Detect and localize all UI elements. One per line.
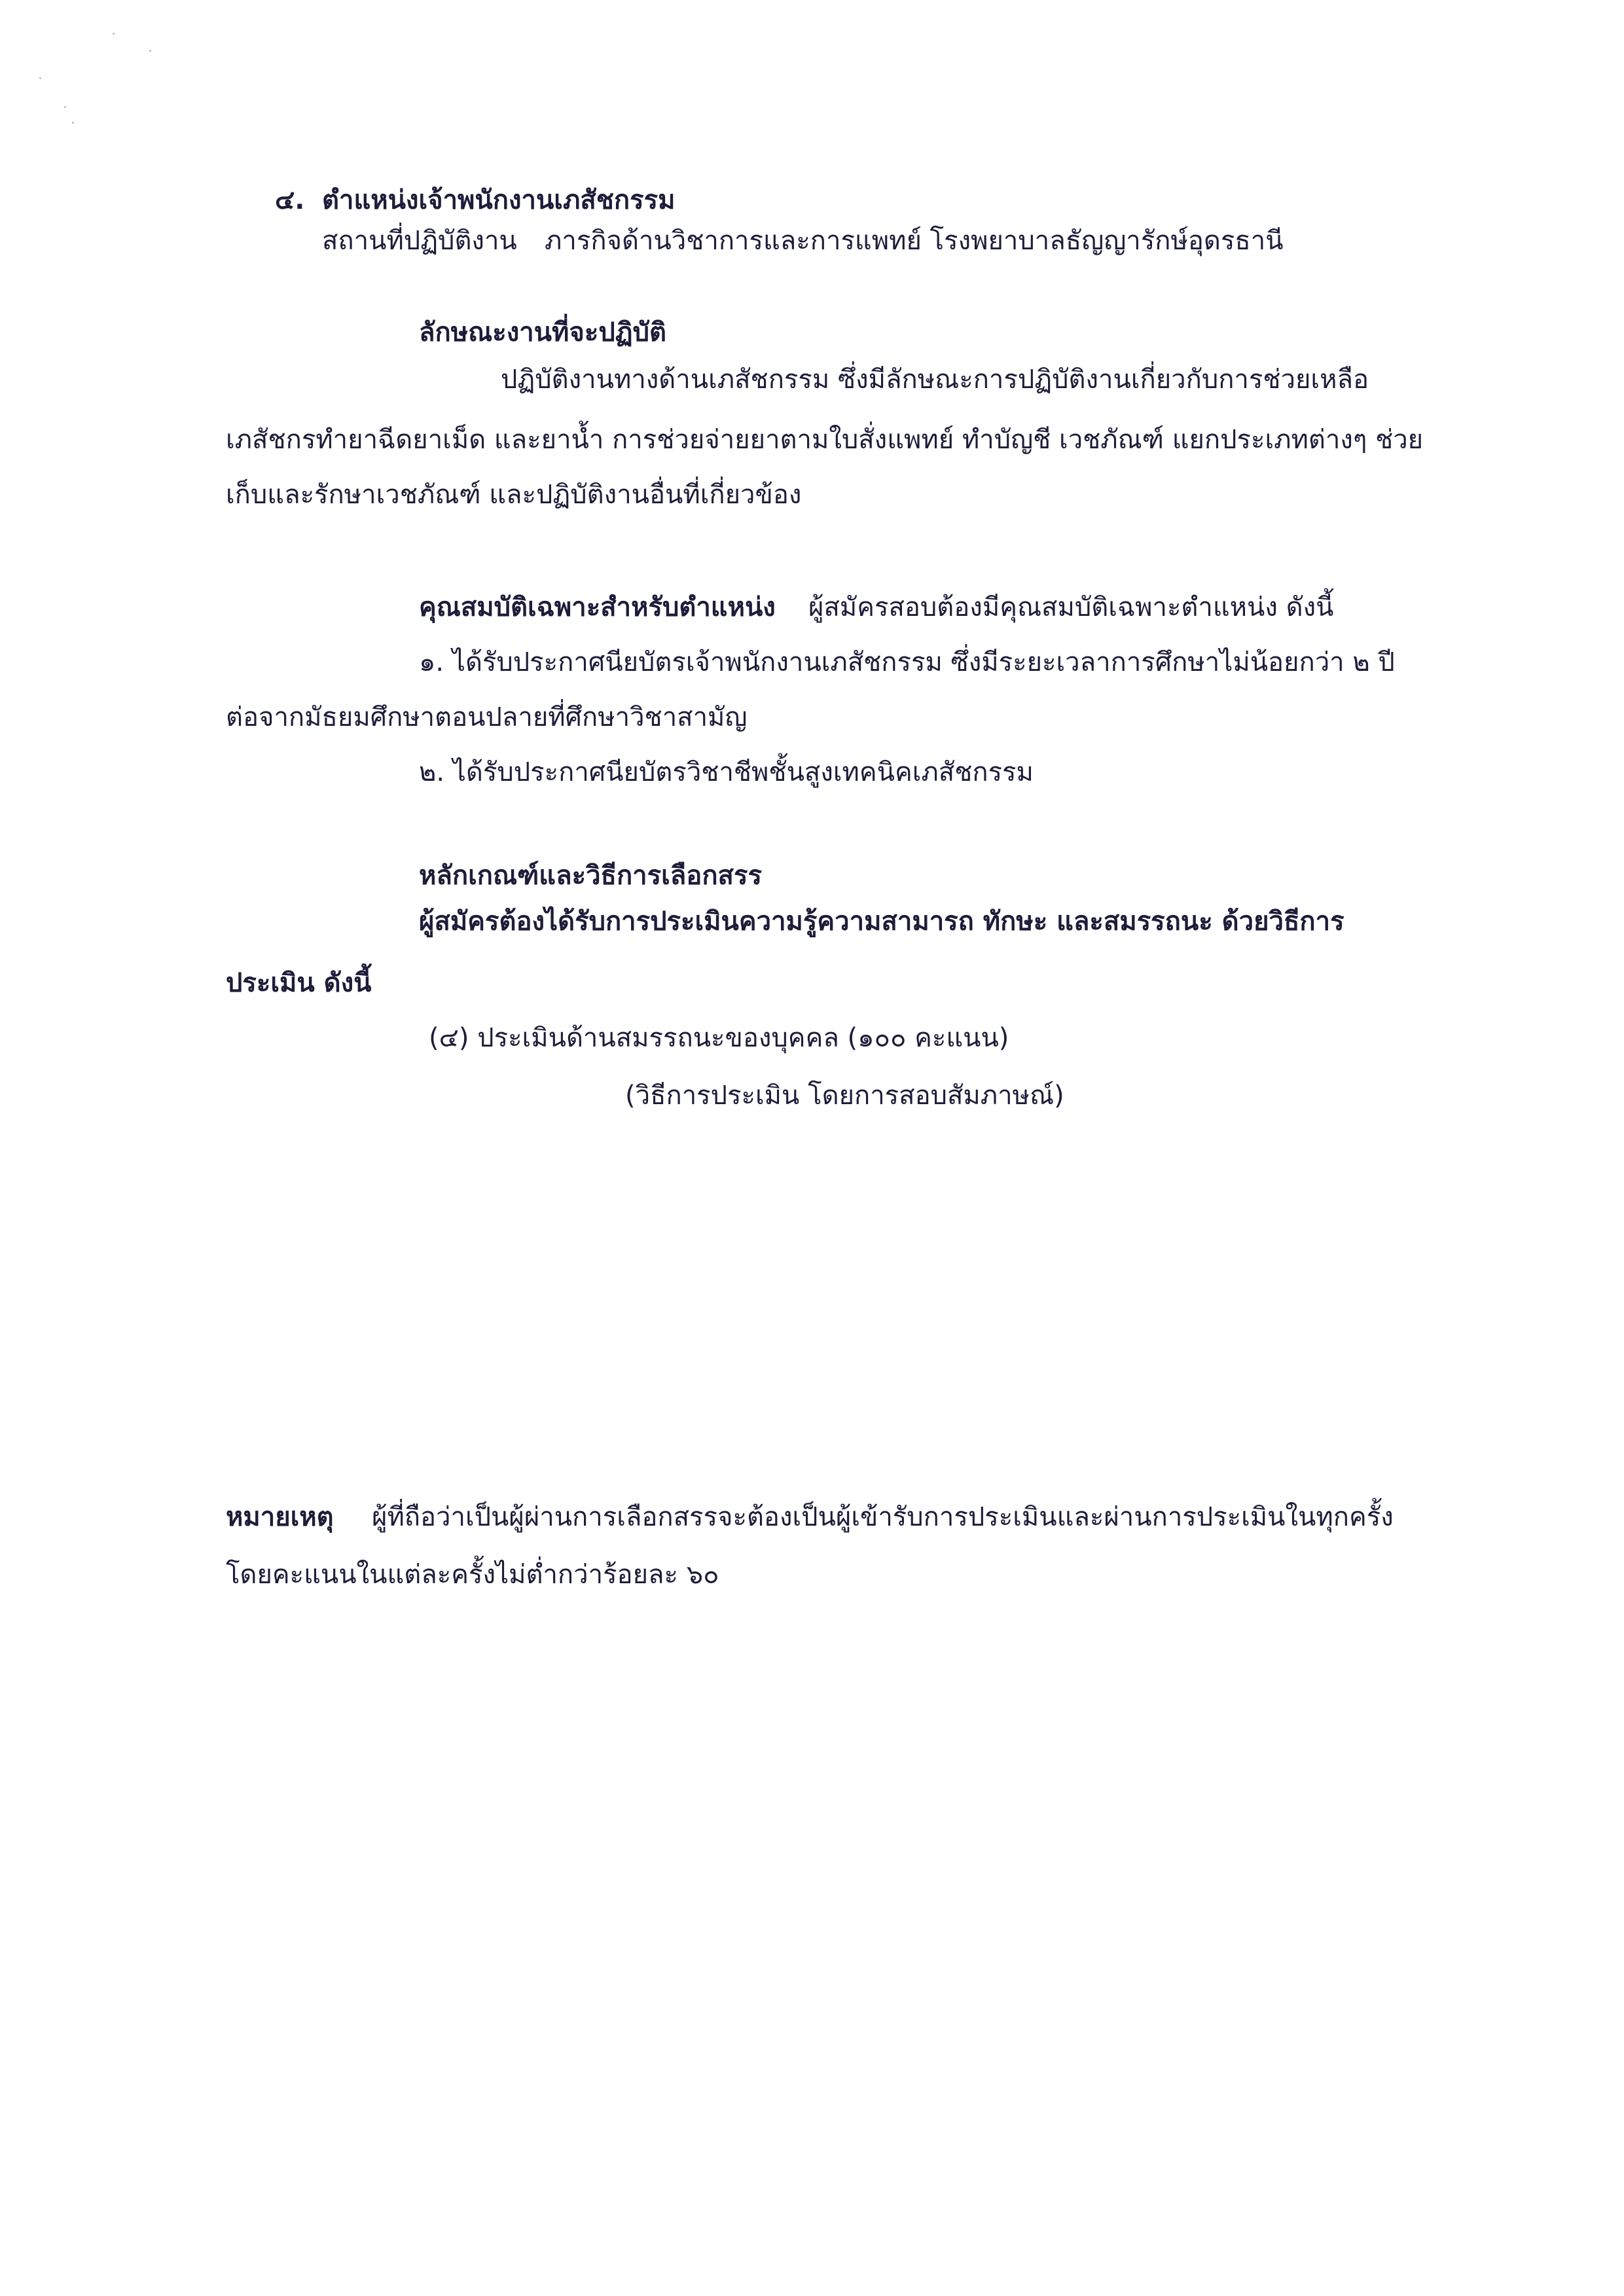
- workplace-label: สถานที่ปฏิบัติงาน: [322, 226, 517, 256]
- duties-heading: ลักษณะงานที่จะปฏิบัติ: [419, 317, 666, 348]
- duties-line: ปฏิบัติงานทางด้านเภสัชกรรม ซึ่งมีลักษณะการปฏิบัติงานเกี่ยวกับการช่วยเหลือ: [501, 365, 1369, 395]
- note-line-2: โดยคะแนนในแต่ละครั้งไม่ต่ำกว่าร้อยละ ๖๐: [226, 1560, 719, 1590]
- section-title: ตำแหน่งเจ้าพนักงานเภสัชกรรม: [322, 185, 676, 215]
- scan-speck: [64, 106, 66, 108]
- selection-line-2: ประเมิน ดังนี้: [226, 968, 372, 998]
- selection-heading: หลักเกณฑ์และวิธีการเลือกสรร: [419, 861, 762, 891]
- selection-method: (วิธีการประเมิน โดยการสอบสัมภาษณ์): [625, 1081, 1064, 1111]
- qualification-item-1: ๑. ได้รับประกาศนียบัตรเจ้าพนักงานเภสัชกรรม ซึ่งมีระยะเวลาการศึกษาไม่น้อยกว่า ๒ ปี: [419, 647, 1395, 677]
- scan-speck: [39, 77, 41, 79]
- qualifications-intro: ผู้สมัครสอบต้องมีคุณสมบัติเฉพาะตำแหน่ง ดังนี้: [808, 592, 1334, 622]
- selection-line-1: ผู้สมัครต้องได้รับการประเมินความรู้ความสามารถ ทักษะ และสมรรถนะ ด้วยวิธีการ: [419, 906, 1344, 937]
- note-label: หมายเหตุ: [226, 1502, 334, 1532]
- note-line-1: ผู้ที่ถือว่าเป็นผู้ผ่านการเลือกสรรจะต้องเป็นผู้เข้ารับการประเมินและผ่านการประเมินในทุกครั้ง: [372, 1502, 1394, 1532]
- duties-line: เภสัชกรทำยาฉีดยาเม็ด และยาน้ำ การช่วยจ่ายยาตามใบสั่งแพทย์ ทำบัญชี เวชภัณฑ์ แยกประเภทต่างๆ ช่วย: [226, 425, 1424, 455]
- qualifications-heading: คุณสมบัติเฉพาะสำหรับตำแหน่ง: [419, 592, 776, 622]
- scan-speck: [72, 122, 74, 124]
- qualification-item-1-cont: ต่อจากมัธยมศึกษาตอนปลายที่ศึกษาวิชาสามัญ: [226, 702, 748, 732]
- section-number: ๔.: [275, 185, 305, 215]
- workplace-value: ภารกิจด้านวิชาการและการแพทย์ โรงพยาบาลธัญญารักษ์อุดรธานี: [545, 226, 1284, 256]
- duties-line: เก็บและรักษาเวชภัณฑ์ และปฏิบัติงานอื่นที่เกี่ยวข้อง: [226, 480, 802, 510]
- scan-speck: [149, 50, 151, 52]
- qualification-item-2: ๒. ได้รับประกาศนียบัตรวิชาชีพชั้นสูงเทคนิคเภสัชกรรม: [419, 757, 1034, 787]
- selection-item: (๔) ประเมินด้านสมรรถนะของบุคคล (๑๐๐ คะแนน): [429, 1023, 1009, 1053]
- scan-speck: [113, 33, 115, 35]
